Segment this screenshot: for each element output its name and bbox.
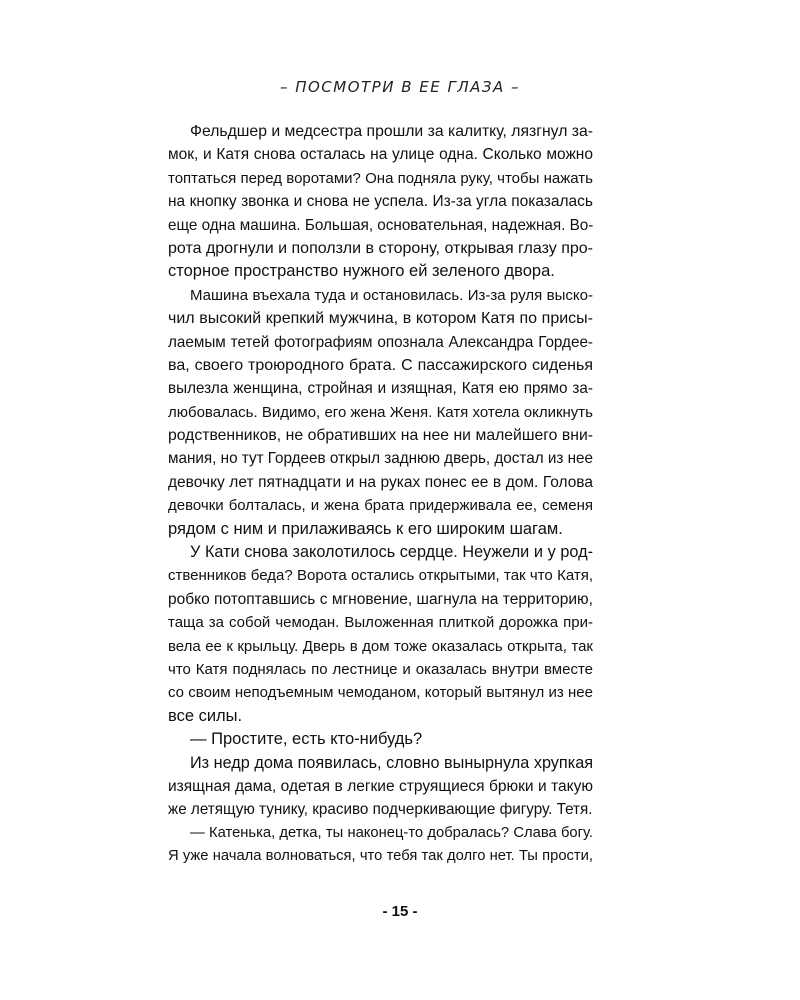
text-line: все силы. xyxy=(168,706,243,725)
text-line: на кнопку звонка и снова не успела. Из-за угла показалась xyxy=(168,193,593,211)
text-line: мания, но тут Гордеев открыл заднюю дверь, достал из нее xyxy=(168,450,593,468)
page-number: - 15 - xyxy=(382,903,418,920)
text-line: сторное пространство нужного ей зеленого двора. xyxy=(168,262,555,281)
text-line: Я уже начала волноваться, что тебя так долго нет. Ты прости, xyxy=(168,848,593,865)
text-line: рота дрогнули и поползли в сторону, открывая глазу про- xyxy=(168,239,593,257)
text-line: со своим неподъемным чемоданом, который вытянул из нее xyxy=(168,684,593,702)
text-line: родственников, не обративших на нее ни малейшего вни- xyxy=(168,427,593,445)
running-head: – ПОСМОТРИ В ЕЕ ГЛАЗА – xyxy=(279,78,521,96)
text-line: девочку лет пятнадцати и на руках понес ее в дом. Голова xyxy=(168,473,593,491)
text-line: изящная дама, одетая в легкие струящиеся брюки и такую xyxy=(168,777,593,795)
text-line: же летящую тунику, красиво подчеркивающие фигуру. Тетя. xyxy=(168,801,593,819)
text-line: У Кати снова заколотилось сердце. Неужели и у род- xyxy=(190,543,593,562)
text-line: — Катенька, детка, ты наконец-то добралась? Слава богу. xyxy=(190,824,593,841)
text-line: робко потоптавшись с мгновение, шагнула на территорию, xyxy=(168,590,593,608)
text-line: еще одна машина. Большая, основательная, надежная. Во- xyxy=(168,216,594,234)
text-line: топтаться перед воротами? Она подняла руку, чтобы нажать xyxy=(168,169,593,187)
text-line: вела ее к крыльцу. Дверь в дом тоже оказалась открыта, так xyxy=(168,637,593,655)
text-line: Фельдшер и медсестра прошли за калитку, лязгнул за- xyxy=(190,123,593,140)
text-line: Из недр дома появилась, словно вынырнула хрупкая xyxy=(190,753,594,772)
text-line: рядом с ним и прилаживаясь к его широким шагам. xyxy=(168,519,563,538)
text-line: ственников беда? Ворота остались открытыми, так что Катя, xyxy=(168,567,593,585)
text-line: любовалась. Видимо, его жена Женя. Катя хотела окликнуть xyxy=(168,403,593,421)
text-line: чил высокий крепкий мужчина, в котором Катя по присы- xyxy=(168,310,593,328)
text-line: мок, и Катя снова осталась на улице одна. Сколько можно xyxy=(168,146,593,164)
text-line: лаемым тетей фотографиям опознала Александра Гордее- xyxy=(168,333,593,351)
text-line: таща за собой чемодан. Выложенная плиткой дорожка при- xyxy=(168,614,593,632)
text-line: ва, своего троюродного брата. С пассажирского сиденья xyxy=(168,356,593,374)
body-text xyxy=(168,120,593,869)
text-line: Машина въехала туда и остановилась. Из-за руля выско- xyxy=(190,286,593,304)
text-line: девочки болталась, и жена брата придерживала ее, семеня xyxy=(168,497,593,515)
text-line: — Простите, есть кто-нибудь? xyxy=(190,730,423,749)
text-line: что Катя поднялась по лестнице и оказалась внутри вместе xyxy=(168,660,593,678)
text-line: вылезла женщина, стройная и изящная, Катя ею прямо за- xyxy=(168,380,593,398)
